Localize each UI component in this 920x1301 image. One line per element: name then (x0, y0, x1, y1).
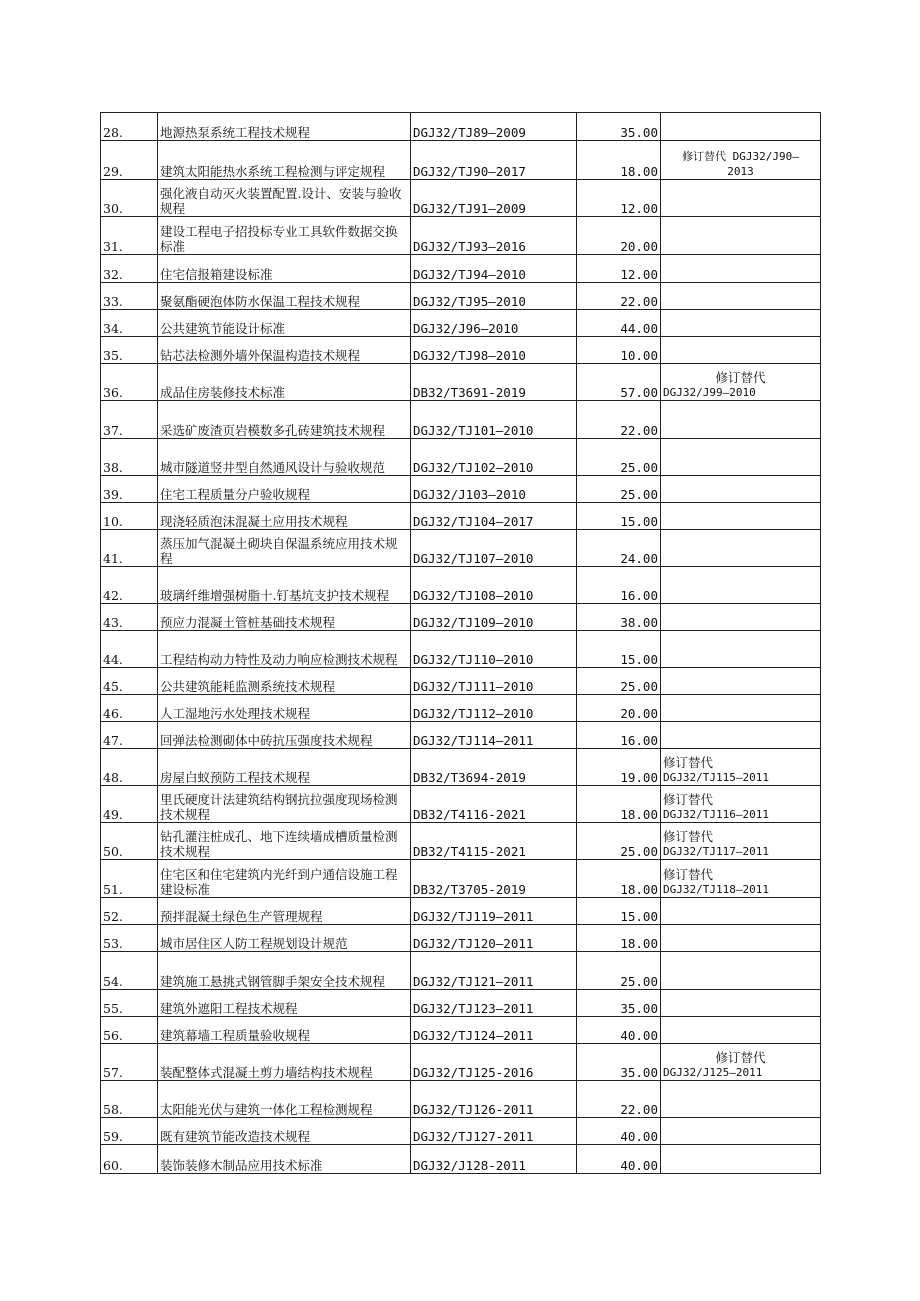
standard-price: 10.00 (577, 337, 661, 364)
revision-note (661, 631, 821, 668)
row-number: 39. (101, 476, 158, 503)
standard-name: 蒸压加气混凝土砌块自保温系统应用技术规程 (158, 530, 411, 567)
row-number: 52. (101, 898, 158, 925)
row-number: 38. (101, 439, 158, 476)
row-number: 46. (101, 695, 158, 722)
standard-code: DGJ32/TJ109—2010 (411, 604, 577, 631)
revision-note (661, 439, 821, 476)
standard-name: 住宅区和住宅建筑内光纤到户通信设施工程建设标准 (158, 860, 411, 898)
standard-name: 玻璃纤维增强树脂十.钉基坑支护技术规程 (158, 567, 411, 604)
row-number: 30. (101, 180, 158, 217)
row-number: 55. (101, 990, 158, 1017)
table-row (101, 1145, 821, 1174)
standard-name: 住宅工程质量分户验收规程 (158, 476, 411, 503)
revision-note (661, 283, 821, 310)
revision-note (661, 113, 821, 141)
revision-note (661, 860, 821, 898)
revision-note (661, 786, 821, 823)
standard-code: DGJ32/TJ90—2017 (411, 141, 577, 180)
revision-note-line: DGJ32/J125—2011 (663, 1066, 763, 1079)
revision-note (661, 310, 821, 337)
revision-note (661, 952, 821, 990)
standard-name: 装饰装修木制品应用技术标准 (158, 1145, 411, 1174)
standard-code: DB32/T4116-2021 (411, 786, 577, 823)
standard-code: DGJ32/TJ95—2010 (411, 283, 577, 310)
revision-note-line: DGJ32/TJ118—2011 (663, 883, 769, 896)
table-row (101, 749, 821, 786)
standard-price: 18.00 (577, 141, 661, 180)
standard-name: 回弹法检测砌体中砖抗压强度技术规程 (158, 722, 411, 749)
standard-name: 公共建筑节能设计标准 (158, 310, 411, 337)
standard-name: 建筑太阳能热水系统工程检测与评定规程 (158, 141, 411, 180)
table-row (101, 310, 821, 337)
standard-code: DGJ32/TJ93—2016 (411, 217, 577, 255)
table-row (101, 217, 821, 255)
standard-code: DB32/T3705-2019 (411, 860, 577, 898)
row-number: 34. (101, 310, 158, 337)
table-row (101, 990, 821, 1017)
standard-price: 44.00 (577, 310, 661, 337)
revision-note-line: DGJ32/J99—2010 (663, 386, 756, 399)
table-row (101, 255, 821, 283)
row-number: 43. (101, 604, 158, 631)
standard-name: 钻孔灌注桩成孔、地下连续墙成槽质量检测技术规程 (158, 823, 411, 860)
table-row (101, 925, 821, 952)
standard-code: DGJ32/TJ125-2016 (411, 1044, 577, 1081)
revision-note (661, 337, 821, 364)
revision-note-line: 修订替代 DGJ32/J90— (682, 150, 799, 163)
table-row (101, 722, 821, 749)
revision-note (661, 476, 821, 503)
row-number: 56. (101, 1017, 158, 1044)
standard-name: 里氏硬度计法建筑结构钢抗拉强度现场检测技术规程 (158, 786, 411, 823)
standard-name: 建筑外遮阳工程技术规程 (158, 990, 411, 1017)
table-row (101, 364, 821, 401)
revision-note-line: 2013 (727, 165, 754, 178)
table-row (101, 604, 821, 631)
standard-name: 住宅信报箱建设标准 (158, 255, 411, 283)
table-row (101, 337, 821, 364)
standard-code: DGJ32/TJ111—2010 (411, 668, 577, 695)
standard-price: 35.00 (577, 113, 661, 141)
row-number: 48. (101, 749, 158, 786)
revision-note-line: 修订替代 (663, 867, 714, 882)
table-row (101, 668, 821, 695)
standard-price: 18.00 (577, 925, 661, 952)
row-number: 10. (101, 503, 158, 530)
standard-price: 20.00 (577, 217, 661, 255)
standard-name: 公共建筑能耗监测系统技术规程 (158, 668, 411, 695)
revision-note (661, 180, 821, 217)
revision-note-line: 修订替代 (663, 755, 714, 770)
standard-code: DGJ32/TJ120—2011 (411, 925, 577, 952)
standard-price: 19.00 (577, 749, 661, 786)
standard-price: 25.00 (577, 476, 661, 503)
table-row (101, 113, 821, 141)
row-number: 42. (101, 567, 158, 604)
revision-note (661, 141, 821, 180)
row-number: 32. (101, 255, 158, 283)
table-row (101, 1118, 821, 1145)
standard-code: DGJ32/TJ89—2009 (411, 113, 577, 141)
row-number: 53. (101, 925, 158, 952)
standard-name: 预拌混凝土绿色生产管理规程 (158, 898, 411, 925)
revision-note (661, 604, 821, 631)
standard-price: 18.00 (577, 860, 661, 898)
standard-name: 地源热泵系统工程技术规程 (158, 113, 411, 141)
standard-price: 40.00 (577, 1145, 661, 1174)
standard-name: 建筑幕墙工程质量验收规程 (158, 1017, 411, 1044)
standard-price: 15.00 (577, 631, 661, 668)
revision-note (661, 898, 821, 925)
table-row (101, 567, 821, 604)
standards-table (100, 112, 821, 1174)
table-row (101, 530, 821, 567)
standard-price: 15.00 (577, 898, 661, 925)
row-number: 50. (101, 823, 158, 860)
table-row (101, 1017, 821, 1044)
standard-code: DB32/T4115-2021 (411, 823, 577, 860)
standard-code: DGJ32/J103—2010 (411, 476, 577, 503)
standard-code: DGJ32/TJ98—2010 (411, 337, 577, 364)
standard-name: 成品住房装修技术标准 (158, 364, 411, 401)
revision-note (661, 722, 821, 749)
revision-note (661, 990, 821, 1017)
standard-price: 40.00 (577, 1017, 661, 1044)
standard-code: DB32/T3694-2019 (411, 749, 577, 786)
revision-note (661, 530, 821, 567)
row-number: 29. (101, 141, 158, 180)
row-number: 54. (101, 952, 158, 990)
revision-note (661, 1044, 821, 1081)
table-row (101, 141, 821, 180)
standard-code: DGJ32/J128-2011 (411, 1145, 577, 1174)
standard-name: 钻芯法检测外墙外保温构造技术规程 (158, 337, 411, 364)
row-number: 49. (101, 786, 158, 823)
standard-price: 15.00 (577, 503, 661, 530)
standard-name: 采选矿废渣页岩模数多孔砖建筑技术规程 (158, 401, 411, 439)
standard-code: DGJ32/J96—2010 (411, 310, 577, 337)
revision-note-line: 修订替代 (663, 829, 714, 844)
row-number: 35. (101, 337, 158, 364)
standard-code: DGJ32/TJ94—2010 (411, 255, 577, 283)
table-row (101, 631, 821, 668)
row-number: 60. (101, 1145, 158, 1174)
standard-price: 18.00 (577, 786, 661, 823)
table-row (101, 439, 821, 476)
revision-note-line: DGJ32/TJ115—2011 (663, 771, 769, 784)
revision-note (661, 217, 821, 255)
standard-price: 22.00 (577, 1081, 661, 1118)
revision-note (661, 695, 821, 722)
revision-note (661, 1081, 821, 1118)
standard-code: DGJ32/TJ112—2010 (411, 695, 577, 722)
row-number: 41. (101, 530, 158, 567)
standard-name: 建设工程电子招投标专业工具软件数据交换标准 (158, 217, 411, 255)
table-row (101, 860, 821, 898)
standard-code: DGJ32/TJ104—2017 (411, 503, 577, 530)
standard-name: 装配整体式混凝土剪力墙结构技术规程 (158, 1044, 411, 1081)
standard-code: DGJ32/TJ127-2011 (411, 1118, 577, 1145)
standard-code: DGJ32/TJ119—2011 (411, 898, 577, 925)
standard-price: 25.00 (577, 439, 661, 476)
revision-note (661, 749, 821, 786)
standard-price: 40.00 (577, 1118, 661, 1145)
row-number: 57. (101, 1044, 158, 1081)
standard-price: 12.00 (577, 180, 661, 217)
table-row (101, 823, 821, 860)
table-row (101, 695, 821, 722)
standard-name: 房屋白蚁预防工程技术规程 (158, 749, 411, 786)
standard-code: DGJ32/TJ124—2011 (411, 1017, 577, 1044)
revision-note (661, 503, 821, 530)
revision-note (661, 823, 821, 860)
revision-note (661, 401, 821, 439)
standard-price: 35.00 (577, 1044, 661, 1081)
standard-price: 57.00 (577, 364, 661, 401)
standard-code: DGJ32/TJ107—2010 (411, 530, 577, 567)
standard-name: 城市居住区人防工程规划设计规范 (158, 925, 411, 952)
standard-price: 35.00 (577, 990, 661, 1017)
standard-code: DGJ32/TJ101—2010 (411, 401, 577, 439)
standard-name: 强化液自动灭火装置配置.设计、安装与验收规程 (158, 180, 411, 217)
row-number: 51. (101, 860, 158, 898)
standard-price: 20.00 (577, 695, 661, 722)
standard-code: DGJ32/TJ102—2010 (411, 439, 577, 476)
standard-name: 人工湿地污水处理技术规程 (158, 695, 411, 722)
revision-note-line: DGJ32/TJ116—2011 (663, 808, 769, 821)
revision-note-line: 修订替代 (663, 792, 714, 807)
standard-price: 25.00 (577, 952, 661, 990)
revision-note (661, 255, 821, 283)
standard-code: DGJ32/TJ121—2011 (411, 952, 577, 990)
standard-price: 25.00 (577, 668, 661, 695)
table-row (101, 401, 821, 439)
standard-name: 工程结构动力特性及动力响应检测技术规程 (158, 631, 411, 668)
standard-code: DGJ32/TJ91—2009 (411, 180, 577, 217)
revision-note-line: 修订替代 (715, 370, 766, 385)
row-number: 36. (101, 364, 158, 401)
row-number: 47. (101, 722, 158, 749)
row-number: 58. (101, 1081, 158, 1118)
table-row (101, 283, 821, 310)
table-row (101, 180, 821, 217)
standard-price: 38.00 (577, 604, 661, 631)
table-row (101, 952, 821, 990)
standard-name: 现浇轻质泡沫混凝土应用技术规程 (158, 503, 411, 530)
standard-price: 12.00 (577, 255, 661, 283)
standard-code: DGJ32/TJ126-2011 (411, 1081, 577, 1118)
row-number: 31. (101, 217, 158, 255)
row-number: 37. (101, 401, 158, 439)
row-number: 28. (101, 113, 158, 141)
table-row (101, 476, 821, 503)
revision-note (661, 1145, 821, 1174)
revision-note-line: 修订替代 (715, 1050, 766, 1065)
revision-note (661, 668, 821, 695)
table-row (101, 786, 821, 823)
revision-note (661, 1017, 821, 1044)
standard-price: 16.00 (577, 722, 661, 749)
standard-price: 16.00 (577, 567, 661, 604)
standard-name: 太阳能光伏与建筑一体化工程检测规程 (158, 1081, 411, 1118)
revision-note (661, 567, 821, 604)
standard-code: DGJ32/TJ108—2010 (411, 567, 577, 604)
standard-code: DGJ32/TJ123—2011 (411, 990, 577, 1017)
row-number: 44. (101, 631, 158, 668)
row-number: 33. (101, 283, 158, 310)
standard-price: 24.00 (577, 530, 661, 567)
table-row (101, 898, 821, 925)
revision-note-line: DGJ32/TJ117—2011 (663, 845, 769, 858)
table-row (101, 1044, 821, 1081)
standard-price: 22.00 (577, 401, 661, 439)
standard-name: 聚氨酯硬泡体防水保温工程技术规程 (158, 283, 411, 310)
table-row (101, 1081, 821, 1118)
revision-note (661, 364, 821, 401)
standard-price: 22.00 (577, 283, 661, 310)
standard-name: 城市隧道竖井型自然通风设计与验收规范 (158, 439, 411, 476)
standard-name: 预应力混凝土管桩基础技术规程 (158, 604, 411, 631)
standard-name: 既有建筑节能改造技术规程 (158, 1118, 411, 1145)
standard-code: DGJ32/TJ110—2010 (411, 631, 577, 668)
standard-code: DGJ32/TJ114—2011 (411, 722, 577, 749)
row-number: 59. (101, 1118, 158, 1145)
standard-code: DB32/T3691-2019 (411, 364, 577, 401)
standards-table-body (101, 113, 821, 1174)
table-row (101, 503, 821, 530)
revision-note (661, 925, 821, 952)
standard-price: 25.00 (577, 823, 661, 860)
revision-note (661, 1118, 821, 1145)
standard-name: 建筑施工悬挑式钢管脚手架安全技术规程 (158, 952, 411, 990)
row-number: 45. (101, 668, 158, 695)
